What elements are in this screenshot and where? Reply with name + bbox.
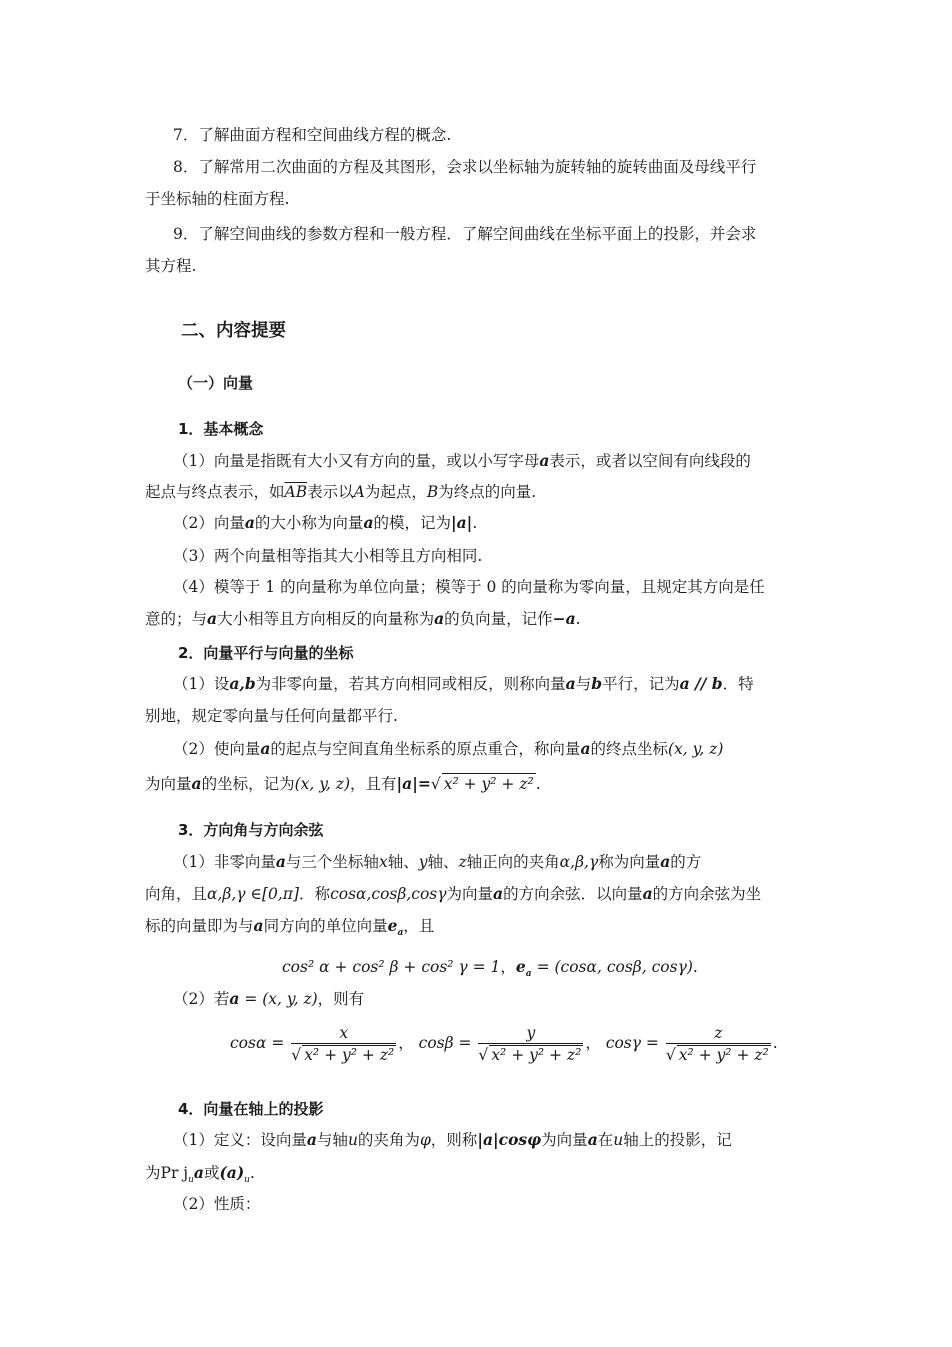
item-8-line2: 于坐标轴的柱面方程.	[145, 190, 290, 208]
heading-basic-concepts: 1．基本概念	[178, 420, 264, 438]
para-dir-line1: （1）非零向量a与三个坐标轴x轴、y轴、z轴正向的夹角α,β,γ称为向量a的方	[173, 852, 702, 871]
para-dir-line2: 向角，且α,β,γ ∈[0,π]．称cosα,cosβ,cosγ为向量a的方向余弦．以向量a的方向余弦为坐	[145, 884, 762, 903]
para-coord-line2: 为向量a的坐标，记为(x, y, z)，且有|a|=√ x² + y² + z² .	[145, 774, 541, 793]
para-proj-line2: 为Pr $j_ua$或$(a)_u$.	[145, 1163, 255, 1186]
equation-direction-cosines: cosα = $\frac{x}{\text{√ x² + y² + z²}}$ ， cosβ = $\frac{y}{\text{√ x² + y² + z²}}$ ， cosγ = $\frac{z}{\text{√ x² + y² + z²}}$ .	[230, 1024, 778, 1064]
para-4-line2: 意的；与a大小相等且方向相反的向量称为a的负向量，记作−a.	[145, 609, 581, 628]
para-proj-line1: （1）定义：设向量a与轴u的夹角为φ，则称|a|cosφ为向量a在u轴上的投影，记	[173, 1130, 732, 1149]
para-2: （2）向量a的大小称为向量a的模，记为|a|.	[173, 513, 478, 532]
item-9-line1: 9．了解空间曲线的参数方程和一般方程．了解空间曲线在坐标平面上的投影，并会求	[173, 225, 757, 243]
para-dir-2: （2）若a = (x, y, z)，则有	[173, 989, 365, 1008]
heading-direction-cosines: 3．方向角与方向余弦	[178, 821, 324, 839]
item-7: 7．了解曲面方程和空间曲线方程的概念.	[173, 126, 452, 144]
para-4-line1: （4）模等于 1 的向量称为单位向量；模等于 0 的向量称为零向量，且规定其方向是任	[173, 578, 765, 596]
heading-parallel-coordinates: 2．向量平行与向量的坐标	[178, 644, 354, 662]
heading-projection: 4．向量在轴上的投影	[178, 1100, 324, 1118]
equation-cos-sum: cos² α + cos² β + cos² γ = 1，$e_a = (\cos\alpha$, cosβ, cosγ).	[282, 957, 698, 980]
item-9-line2: 其方程.	[145, 257, 197, 275]
section-heading: 二、内容提要	[181, 321, 286, 341]
para-coord-line1: （2）使向量a的起点与空间直角坐标系的原点重合，称向量a的终点坐标(x, y, z)	[173, 739, 724, 758]
para-properties: （2）性质：	[173, 1195, 261, 1213]
para-parallel-line2: 别地，规定零向量与任何向量都平行.	[145, 707, 398, 725]
para-1-line1: （1）向量是指既有大小又有方向的量，或以小写字母a表示，或者以空间有向线段的	[173, 451, 751, 470]
subsection-heading-vector: （一）向量	[178, 374, 254, 392]
para-dir-line3: 标的向量即为与a同方向的单位向量$e_a$，且	[145, 916, 435, 939]
item-8-line1: 8．了解常用二次曲面的方程及其图形，会求以坐标轴为旋转轴的旋转曲面及母线平行	[173, 158, 757, 176]
para-3: （3）两个向量相等指其大小相等且方向相同.	[173, 547, 483, 565]
para-parallel-line1: （1）设a,b为非零向量，若其方向相同或相反，则称向量a与b平行，记为a // b．特	[173, 674, 754, 693]
para-1-line2: 起点与终点表示，如$\overline{AB}$表示以A为起点，B为终点的向量.	[145, 483, 537, 501]
